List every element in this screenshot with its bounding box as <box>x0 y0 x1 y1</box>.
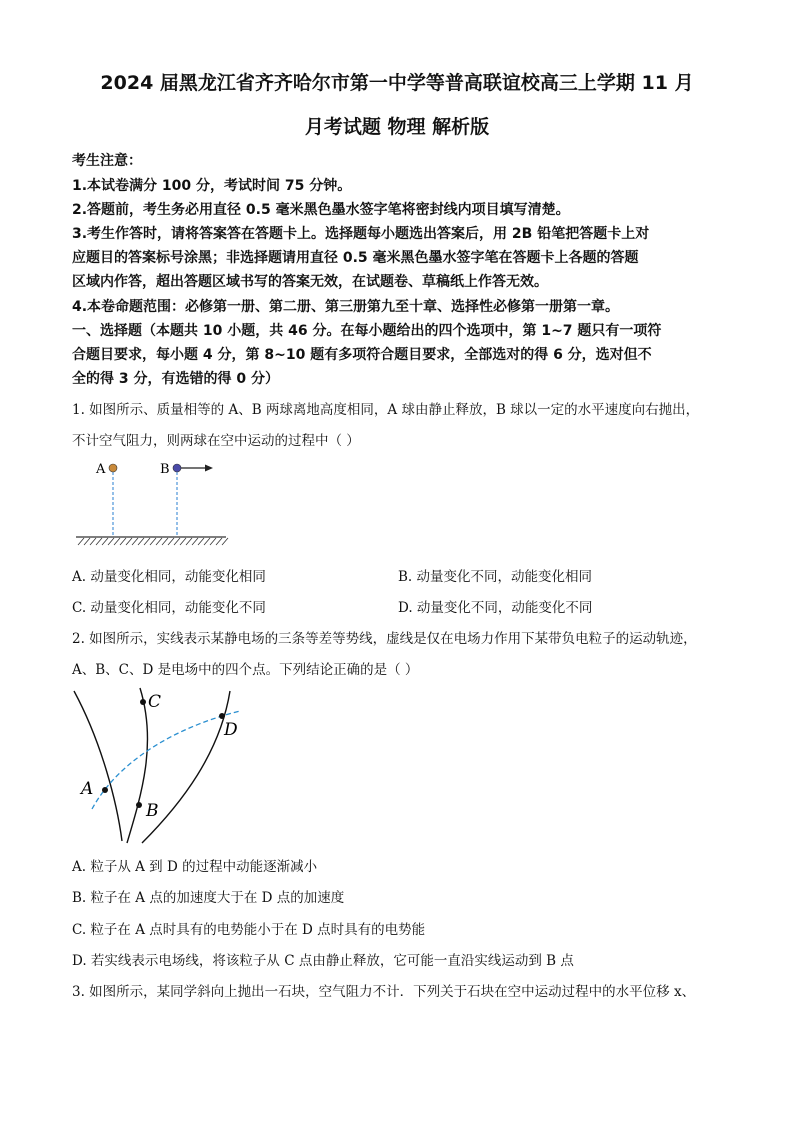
q3-stem: 3. 如图所示，某同学斜向上抛出一石块，空气阻力不计．下列关于石块在空中运动过程中的水平位移 x、 <box>72 984 696 1000</box>
notice-item: 3.考生作答时，请将答案答在答题卡上。选择题每小题选出答案后，用 2B 铅笔把答题卡上对 <box>72 226 650 242</box>
notice-item: 1.本试卷满分 100 分，考试时间 75 分钟。 <box>72 178 352 194</box>
arrow-head <box>205 465 213 472</box>
q1-option-d: D. 动量变化不同，动能变化不同 <box>398 600 593 616</box>
ball-a <box>109 464 117 472</box>
label-a: A <box>96 462 106 477</box>
notice-item: 应题目的答案标号涂黑；非选择题请用直径 0.5 毫米黑色墨水签字笔在答题卡上各题的答题 <box>72 250 639 266</box>
label-c: C <box>148 692 162 712</box>
equipotential-line-1 <box>74 691 122 841</box>
page-title-line2: 月考试题 物理 解析版 <box>304 116 490 138</box>
label-b: B <box>160 462 170 477</box>
q1-stem: 不计空气阻力，则两球在空中运动的过程中（ ） <box>72 433 360 449</box>
notice-item: 4.本卷命题范围：必修第一册、第二册、第三册第九至十章、选择性必修第一册第一章。 <box>72 299 620 315</box>
q1-figure <box>72 455 232 550</box>
particle-trajectory <box>92 711 240 809</box>
q2-option-c: C. 粒子在 A 点时具有的电势能小于在 D 点时具有的电势能 <box>72 922 426 938</box>
point-c <box>140 699 146 705</box>
label-a: A <box>81 779 94 799</box>
point-b <box>136 802 142 808</box>
notice-item: 2.答题前，考生务必用直径 0.5 毫米黑色墨水签字笔将密封线内项目填写清楚。 <box>72 202 570 218</box>
q2-figure <box>72 683 252 848</box>
notice-heading: 考生注意： <box>72 153 142 169</box>
page-title-line1: 2024 届黑龙江省齐齐哈尔市第一中学等普高联谊校高三上学期 11 月 <box>100 72 694 94</box>
q1-option-b: B. 动量变化不同，动能变化相同 <box>398 569 593 585</box>
point-a <box>102 787 108 793</box>
point-d <box>219 713 225 719</box>
q1-option-a: A. 动量变化相同，动能变化相同 <box>72 569 266 585</box>
ground-hatching <box>78 538 228 545</box>
q2-option-d: D. 若实线表示电场线，将该粒子从 C 点由静止释放，它可能一直沿实线运动到 B 点 <box>72 953 574 969</box>
label-b: B <box>146 801 159 821</box>
equipotential-line-2 <box>127 688 148 843</box>
ball-b <box>173 464 181 472</box>
q2-stem: 2. 如图所示，实线表示某静电场的三条等差等势线，虚线是仅在电场力作用下某带负电粒子的运动轨迹， <box>72 631 697 647</box>
label-d: D <box>224 720 238 740</box>
q1-stem: 1. 如图所示、质量相等的 A、B 两球离地高度相同，A 球由静止释放，B 球以一定的水平速度向右抛出， <box>72 402 700 418</box>
section-instructions: 一、选择题（本题共 10 小题，共 46 分。在每小题给出的四个选项中，第 1~7 题只有一项符 <box>72 323 662 339</box>
section-instructions: 全的得 3 分，有选错的得 0 分） <box>72 371 279 387</box>
q2-stem: A、B、C、D 是电场中的四个点。下列结论正确的是（ ） <box>72 662 419 678</box>
q1-option-c: C. 动量变化相同，动能变化不同 <box>72 600 266 616</box>
q2-option-b: B. 粒子在 A 点的加速度大于在 D 点的加速度 <box>72 890 345 906</box>
section-instructions: 合题目要求，每小题 4 分，第 8~10 题有多项符合题目要求，全部选对的得 6 分，选对但不 <box>72 347 652 363</box>
q2-option-a: A. 粒子从 A 到 D 的过程中动能逐渐减小 <box>72 859 318 875</box>
notice-item: 区域内作答，超出答题区域书写的答案无效，在试题卷、草稿纸上作答无效。 <box>72 274 548 290</box>
